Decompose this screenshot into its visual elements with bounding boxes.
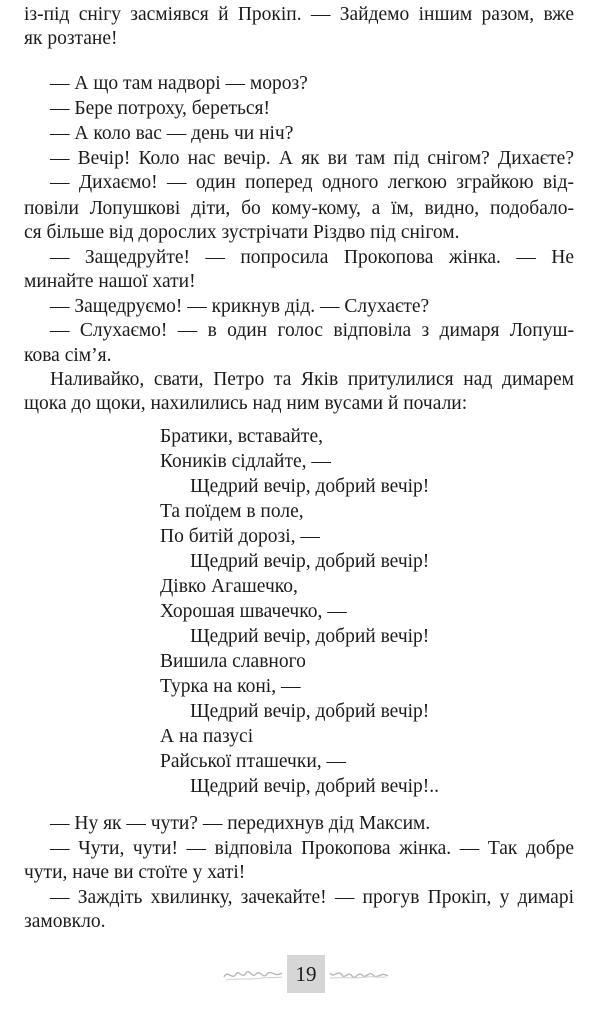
song-line: Хорошая швачечко, — bbox=[160, 601, 347, 622]
song-line: Турка на коні, — bbox=[160, 676, 301, 697]
song-line: А на пазусі bbox=[160, 726, 254, 747]
text-line: — Чути, чути! — відповіла Прокопова жінка. — Так добре bbox=[50, 838, 574, 859]
song-refrain: Щедрий вечір, добрий вечір! bbox=[190, 551, 430, 572]
song-refrain: Щедрий вечір, добрий вечір! bbox=[190, 626, 430, 647]
page-number: 19 bbox=[287, 955, 325, 993]
song-line: Коників сідлайте, — bbox=[160, 451, 331, 472]
song-line: Райської пташечки, — bbox=[160, 751, 347, 772]
text-line: — Слухаємо! — в один голос відповіла з димаря Лопуш- bbox=[50, 320, 574, 341]
text-line: — Заждіть хвилинку, зачекайте! — прогув Прокіп, у димарі bbox=[50, 887, 574, 908]
song-line: По битій дорозі, — bbox=[160, 526, 320, 547]
song-refrain: Щедрий вечір, добрий вечір! bbox=[190, 701, 430, 722]
text-line: — А що там надворі — мороз? bbox=[50, 73, 308, 94]
text-line: як розтане! bbox=[24, 28, 118, 49]
song-refrain: Щедрий вечір, добрий вечір! bbox=[190, 476, 430, 497]
text-line: щока до щоки, нахилились над ним вусами й почали: bbox=[24, 393, 468, 414]
text-line: замовкло. bbox=[24, 911, 106, 932]
text-line: чути, наче ви стоїте у хаті! bbox=[24, 862, 246, 883]
right-ornament bbox=[328, 965, 390, 985]
text-line: — Вечір! Коло нас вечір. А як ви там під снігом? Дихаєте? bbox=[50, 148, 574, 169]
text-line: — Защедруйте! — попросила Прокопова жінка. — Не bbox=[50, 247, 574, 268]
song-refrain: Щедрий вечір, добрий вечір!.. bbox=[190, 776, 440, 797]
text-line: минайте нашої хати! bbox=[24, 271, 196, 292]
song-line: Дівко Агашечко, bbox=[160, 576, 298, 597]
song-line: Братики, вставайте, bbox=[160, 426, 323, 447]
text-line: кова сім’я. bbox=[24, 345, 112, 366]
text-line: Наливайко, свати, Петро та Яків притулилися над димарем bbox=[50, 369, 574, 390]
song-line: Вишила славного bbox=[160, 651, 306, 672]
text-line: — Ну як — чути? — передихнув дід Максим. bbox=[50, 813, 431, 834]
song-line: Та поїдем в поле, bbox=[160, 501, 304, 522]
page-footer bbox=[0, 955, 602, 995]
text-line: — Дихаємо! — один поперед одного легкою зграйкою від- bbox=[50, 172, 574, 193]
left-ornament bbox=[222, 965, 284, 985]
text-line: ся більше від дорослих зустрічати Різдво під снігом. bbox=[24, 222, 460, 243]
text-line: — А коло вас — день чи ніч? bbox=[50, 123, 294, 144]
text-line: — Бере потроху, береться! bbox=[50, 98, 271, 119]
text-line: повіли Лопушкові діти, бо кому-кому, а їм, видно, подобало- bbox=[24, 198, 574, 219]
text-line: — Защедруємо! — крикнув дід. — Слухаєте? bbox=[50, 296, 430, 317]
text-line: із-під снігу засміявся й Прокіп. — Зайдемо іншим разом, вже bbox=[24, 4, 574, 25]
